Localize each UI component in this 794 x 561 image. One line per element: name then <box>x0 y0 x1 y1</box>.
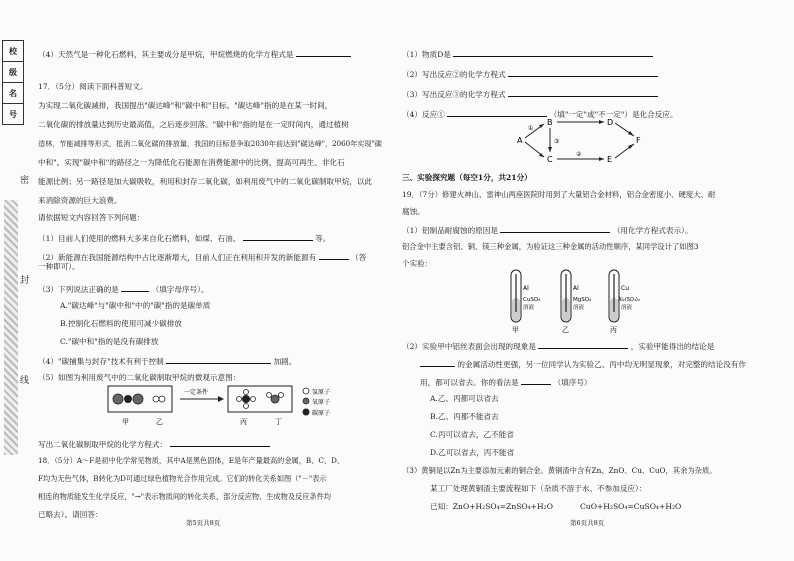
tube-bing <box>609 270 640 334</box>
reaction-1: ① <box>528 125 534 132</box>
answer-blank[interactable] <box>508 88 658 97</box>
q17-1: （1）目前人们使用的燃料大多来自化石燃料，如煤、石油、 等。 <box>38 234 331 243</box>
svg-text:MgSO₄: MgSO₄ <box>573 297 592 303</box>
q19-2: （2）实验甲中铝丝表面会出现的现象是 ，实验甲能得出的结论是 <box>402 342 715 351</box>
q19-2-cont: 用，都可以省去。你的看法是 （填序号） <box>420 378 592 387</box>
svg-text:CuSO₄: CuSO₄ <box>523 297 541 303</box>
molecule-diagram <box>100 384 340 428</box>
node-c: C <box>547 155 553 164</box>
tube-label-yi: 乙 <box>562 326 569 334</box>
q17-equation: 写出二氧化碳制取甲烷的化学方程式： <box>38 438 270 450</box>
option-a: A."碳达峰"与"碳中和"中的"碳"指的是碳单质 <box>60 301 211 310</box>
answer-blank[interactable] <box>453 48 653 57</box>
tube-label-bing: 丙 <box>610 326 617 334</box>
q17-2-cont: 一种即可）。 <box>38 262 80 271</box>
option-c: C."碳中和"指的是没有碳排放 <box>60 337 159 346</box>
answer-blank[interactable] <box>521 376 551 385</box>
answer-blank[interactable] <box>170 438 270 447</box>
tube-label-jia: 甲 <box>512 326 519 334</box>
oxygen-atom <box>133 394 143 404</box>
legend-oxygen <box>303 398 309 404</box>
sidebar-label-name: 名 <box>2 82 24 104</box>
q18-4: （4）反应① （填"一定"或"不一定"）是化合反应。 <box>402 110 678 119</box>
legend-oxygen-label: 氧原子 <box>312 399 331 406</box>
sidebar-label-school: 校 <box>2 40 24 62</box>
known-equation-1: 已知：ZnO+H₂SO₄=ZnSO₄+H₂O <box>430 502 553 511</box>
q19-3: （3）黄铜是以Zn为主要添加元素的铜合金。黄铜渣中含有Zn、ZnO、Cu、CuO，其余为杂质。 <box>402 466 717 475</box>
passage-line: 能源比例；另一路径是加大碳吸收，利用和封存二氧化碳，如利用废气中的二氧化碳制取甲烷，以此 <box>38 177 373 186</box>
hydrogen-atom <box>159 396 165 402</box>
legend-carbon-label: 碳原子 <box>312 410 331 417</box>
answer-blank[interactable] <box>319 251 349 260</box>
sidebar-label-grade: 级 <box>2 61 24 83</box>
node-e: E <box>607 155 613 164</box>
passage-line: 二氧化碳的排放量达到历史最高值，之后逐步回落。"碳中和"指的是在一定时间内，通过植树 <box>38 120 349 129</box>
side-mark-feng: 封 <box>20 276 30 286</box>
answer-blank[interactable] <box>243 232 313 241</box>
tube-jia <box>511 270 541 334</box>
option-d: D.乙可以省去，丙不能省 <box>430 448 515 457</box>
passage-line: 为实现二氧化碳减排，我国提出"碳达峰"和"碳中和"目标。"碳达峰"指的是在某一时间， <box>38 101 333 110</box>
q19-1: （1）铝制品耐腐蚀的原因是 （用化学方程式表示）。 <box>402 226 693 235</box>
test-tubes <box>505 268 640 336</box>
option-c: C.丙可以省去，乙不能省 <box>430 430 514 439</box>
option-b: B.乙、丙都不能省去 <box>430 412 499 421</box>
known-equation-2: CuO+H₂SO₄=CuSO₄+H₂O <box>580 502 682 511</box>
q19-2-cont: 的金属活动性更强，另一位同学认为实验乙、丙中均无明显现象，对完整的结论没有作 <box>420 358 746 370</box>
reaction-2: ② <box>576 151 582 158</box>
label-jia: 甲 <box>122 418 129 426</box>
q18-2: （2）写出反应②的化学方程式 <box>402 68 658 80</box>
svg-text:溶液: 溶液 <box>621 305 633 311</box>
q18-1: （1）物质D是 <box>402 48 653 60</box>
q19-line: 个实验： <box>402 259 433 268</box>
q17-5: （5）如图为利用废气中的二氧化碳制取甲烷的微观示意图： <box>38 373 241 382</box>
instruction: 请依据短文内容回答下列问题： <box>38 213 145 222</box>
q17-4: （4）"碳捕集与封存"技术有利于控制 加剧。 <box>38 357 297 366</box>
node-b: B <box>547 118 553 127</box>
passage-line: 来消除资源的巨大浪费。 <box>38 196 122 205</box>
passage-line: 中和"。实现"碳中和"的路径之一为降低化石能源在消费能源中的比例，提高可再生、非化石 <box>38 158 345 167</box>
q17-heading: 17．（5分）阅读下面科普短文。 <box>38 82 148 91</box>
q19-line: 腐蚀。 <box>402 207 425 216</box>
svg-text:Cu: Cu <box>621 285 629 292</box>
answer-blank[interactable] <box>166 355 271 364</box>
section-3-heading: 三、实验探究题（每空1分，共21分） <box>402 173 532 182</box>
binding-margin <box>0 40 30 540</box>
answer-blank[interactable] <box>121 283 149 292</box>
q18-line: 18．（5分）A～F是初中化学常见物质，其中A是黑色固体，E是年产量最高的金属，B、C、D、 <box>38 456 345 465</box>
page-footer-left: 第5页共8页 <box>186 519 221 527</box>
legend-carbon <box>303 409 310 416</box>
answer-blank[interactable] <box>538 340 628 349</box>
svg-text:溶液: 溶液 <box>573 305 585 311</box>
q16-4: （4）天然气是一种化石燃料，其主要成分是甲烷，甲烷燃烧的化学方程式是 <box>38 48 351 60</box>
q18-3: （3）写出反应③的化学方程式 <box>402 88 658 100</box>
label-bing: 丙 <box>240 418 247 426</box>
page-footer-right: 第6页共8页 <box>570 519 605 527</box>
oxygen-atom <box>271 395 279 403</box>
carbon-atom <box>124 395 132 403</box>
oxygen-atom <box>113 394 123 404</box>
binding-stripe <box>4 200 18 455</box>
node-a: A <box>517 136 523 145</box>
sidebar-label-number: 号 <box>2 103 24 125</box>
side-mark-line: 线 <box>20 376 30 386</box>
carbon-atom <box>242 395 250 403</box>
svg-text:Al: Al <box>573 285 579 292</box>
q18-line: 已略去）。请回答： <box>38 510 103 519</box>
svg-text:溶液: 溶液 <box>523 305 535 311</box>
passage-line: 造林，节能减排等形式，抵消二氧化碳的排放量，我国的目标是争取2030年前达到"碳达峰"，2060年实现"碳 <box>38 139 382 148</box>
q19-line: 铝合金中主要含铝、铜、镁三种金属，为验证这三种金属的活动性顺序，某同学设计了如图3 <box>402 242 699 251</box>
label-yi: 乙 <box>156 418 163 426</box>
q17-2: （2）新能源在我国能源结构中占比逐渐增大，目前人们正在利用和开发的新能源有 （答 <box>38 253 367 262</box>
legend-hydrogen <box>303 388 309 394</box>
transformation-graph <box>510 116 660 168</box>
q18-line: 相连的物质能发生化学反应，"→"表示物质间的转化关系，部分反应物、生成物及反应条件均 <box>38 492 331 501</box>
q18-line: F均为无色气体，B转化为D可通过绿色植物光合作用完成。它们的转化关系如图（"－"表示 <box>38 474 327 483</box>
reaction-condition: 一定条件 <box>184 389 209 396</box>
node-d: D <box>607 118 614 127</box>
answer-blank[interactable] <box>296 48 351 57</box>
tube-yi <box>561 270 592 334</box>
option-b: B.控制化石燃料的使用可减少碳排放 <box>60 319 182 328</box>
q17-3: （3）下列说法正确的是 （填字母序号）。 <box>38 285 209 294</box>
answer-blank[interactable] <box>500 224 610 233</box>
svg-text:Al₂(SO₄)₃: Al₂(SO₄)₃ <box>618 297 640 303</box>
option-a: A.乙、丙都可以省去 <box>430 394 499 403</box>
q19-line: 19．（7分）修建火神山、雷神山两座医院时用到了大量铝合金材料，铝合金密度小、硬度大、耐 <box>402 190 716 199</box>
reaction-3: ③ <box>554 138 560 145</box>
side-mark-seal: 密 <box>20 176 30 186</box>
hydrogen-atom <box>153 396 159 402</box>
node-f: F <box>636 136 641 145</box>
answer-blank[interactable] <box>508 68 658 77</box>
legend-hydrogen-label: 氢原子 <box>312 389 331 396</box>
q19-3-cont: 某工厂处理黄铜渣主要流程如下（杂质不溶于水、不参加反应）： <box>430 484 647 493</box>
label-ding: 丁 <box>275 418 282 426</box>
answer-blank[interactable] <box>420 358 455 367</box>
svg-text:Al: Al <box>523 285 529 292</box>
